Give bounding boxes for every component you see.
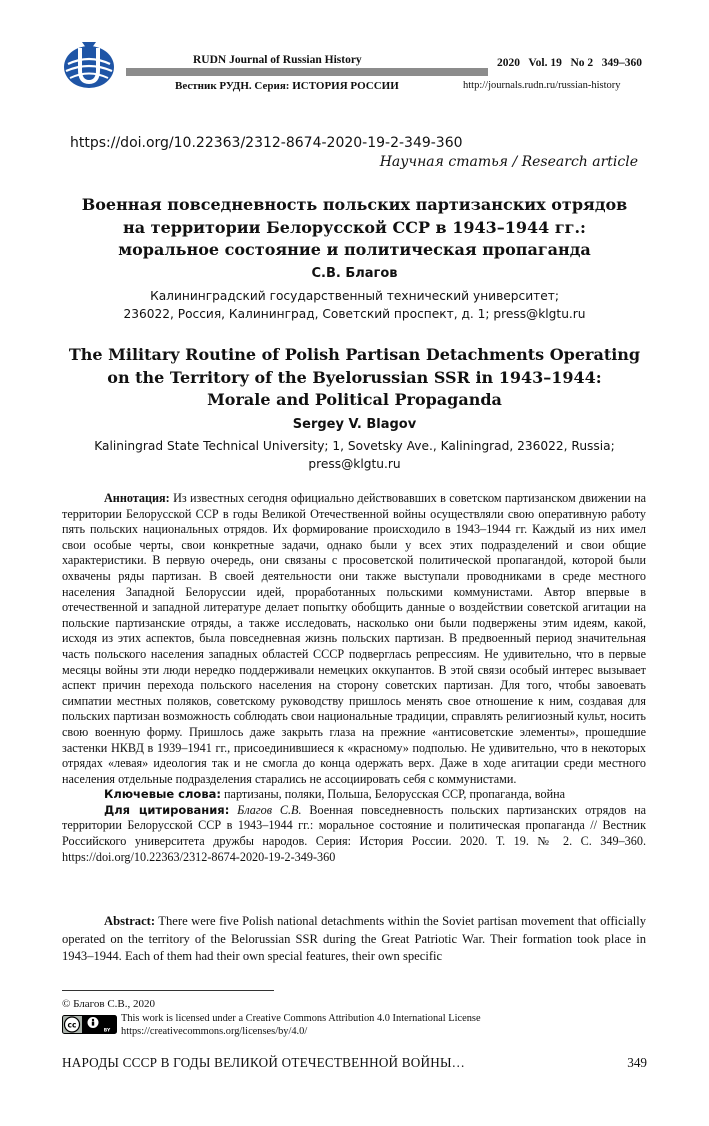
en-affiliation-line: press@klgtu.ru bbox=[308, 457, 401, 471]
volume-info: 2020 Vol. 19 No 2 349–360 bbox=[497, 57, 643, 69]
ru-abstract-section bbox=[62, 491, 646, 865]
ru-affiliation bbox=[60, 287, 649, 323]
ru-title-line: на территории Белорусской ССР в 1943–1944 гг.: bbox=[123, 217, 586, 237]
abstract-ru-label: Аннотация: bbox=[104, 491, 170, 505]
en-author: Sergey V. Blagov bbox=[292, 417, 417, 432]
ru-author: С.В. Благов bbox=[311, 266, 398, 281]
en-affiliation bbox=[70, 437, 639, 473]
copyright: © Благов С.В., 2020 bbox=[62, 998, 156, 1010]
en-affiliation-line: Kaliningrad State Technical University; 1, Sovetsky Ave., Kaliningrad, 236022, Russia; bbox=[94, 439, 615, 453]
header-bar bbox=[126, 68, 488, 76]
citation-text: Военная повседневность польских партизанских отрядов на территории Белорусской ССР в 1943–1944 гг.: моральное состояние и политическая пропаганда // Вестник Российского университета дружбы народов. Серия: История России. 2020. Т. 19. № 2. С. 349–360. https://doi.org/10.22363/2312-8674-2020-19-2-349-360 bbox=[62, 802, 646, 864]
svg-text:cc: cc bbox=[67, 1020, 77, 1030]
ru-title-line: моральное состояние и политическая пропаганда bbox=[118, 240, 591, 259]
doi-link[interactable]: https://doi.org/10.22363/2312-8674-2020-19-2-349-360 bbox=[70, 135, 463, 151]
abstract-en bbox=[62, 913, 646, 966]
en-abstract-section bbox=[62, 913, 646, 966]
citation-label: Для цитирования: bbox=[104, 802, 230, 817]
license-url[interactable]: https://creativecommons.org/licenses/by/4.0/ bbox=[121, 1025, 308, 1037]
journal-title-ru: Вестник РУДН. Серия: ИСТОРИЯ РОССИИ bbox=[175, 80, 399, 92]
abstract-en-label: Abstract: bbox=[104, 914, 156, 928]
license-notice bbox=[121, 1013, 481, 1038]
running-footer: НАРОДЫ СССР В ГОДЫ ВЕЛИКОЙ ОТЕЧЕСТВЕННОЙ ВОЙНЫ… bbox=[62, 1055, 466, 1070]
en-title bbox=[40, 344, 669, 412]
article-type: Научная статья / Research article bbox=[379, 154, 638, 170]
keywords-label: Ключевые слова: bbox=[104, 787, 221, 802]
license-text: This work is licensed under a Creative Commons Attribution 4.0 International License bbox=[121, 1013, 481, 1024]
en-title-line: The Military Routine of Polish Partisan Detachments Operating bbox=[68, 345, 641, 364]
journal-url[interactable]: http://journals.rudn.ru/russian-history bbox=[463, 80, 621, 91]
svg-text:BY: BY bbox=[103, 1028, 111, 1034]
page-number: 349 bbox=[627, 1055, 647, 1070]
journal-title: RUDN Journal of Russian History bbox=[193, 54, 362, 66]
citation bbox=[62, 803, 646, 865]
rudn-globe-logo-icon bbox=[62, 40, 116, 90]
citation-author: Благов С.В. bbox=[237, 802, 302, 817]
cc-by-license-icon bbox=[62, 1015, 117, 1034]
abstract-ru bbox=[62, 491, 646, 787]
ru-title-line: Военная повседневность польских партизанских отрядов bbox=[81, 195, 628, 214]
keywords-text: партизаны, поляки, Польша, Белорусская ССР, пропаганда, война bbox=[220, 787, 566, 802]
abstract-en-text: There were five Polish national detachments within the Soviet partisan movement that officially operated on the territory of the Belorussian SSR during the Great Patriotic War. Their formation took place in 1943–1944. Each of them had their own special features, their own specific bbox=[62, 914, 646, 963]
keywords bbox=[62, 787, 646, 803]
ru-affiliation-line: 236022, Россия, Калининград, Советский проспект, д. 1; press@klgtu.ru bbox=[123, 307, 586, 321]
abstract-ru-text: Из известных сегодня официально действовавших в советском партизанском движении на территории Белорусской ССР в годы Великой Отечественной войны осуществляли свою оперативную работу пять польских национальных отрядов. Их формирование происходило в 1943–1944 гг. Каждый из них имел свои особые черты, свои конкретные задачи, однако были у всех этих подразделений и свои общие характеристики. В первую очередь, они связаны с просоветской политической пропагандой, которой были охвачены ряды партизан. В своей деятельности они также выступали проводниками в среде местного населения Западной Белоруссии идей, проработанных польскими коммунистами. Автор впервые в отечественной и западной литературе делает попытку обобщить данные о воздействии советской агитации на польские партизанские отряды, а также исследовать, насколько они были подвержены этим идеям, какой, исходя из этих аспектов, была повседневная жизнь польских партизан. В предвоенный период значительная часть польского населения западных областей СССР подверглась репрессиям. Не удивительно, что в первые месяцы войны эти люди нередко поддерживали немецких оккупантов. В этой связи особый интерес вызывает аспект причин перехода польского населения на сторону советских партизан. Для того, чтобы завоевать симпатии местных поляков, советскому руководству пришлось менять свое отношение к ним, создавая для польских партизан возможность соблюдать свои национальные традиции, справлять религиозный культ, носить свою военную форму. Пришлось даже закрыть глаза на прежние «антисоветские элементы», прошедшие застенки НКВД в 1939–1941 гг., присоединившиеся к «красному» подполью. Не удивительно, что в некоторых отрядах «левая» идеология так и не смогла до конца одержать верх. Даже в ходе агитации среди местного населения отдельные подразделения старались не ассоциировать себя с коммунистами. bbox=[62, 491, 646, 786]
ru-title bbox=[40, 194, 669, 262]
ru-affiliation-line: Калининградский государственный технический университет; bbox=[150, 289, 559, 303]
en-title-line: Morale and Political Propaganda bbox=[207, 390, 502, 409]
footnote-divider bbox=[62, 990, 274, 991]
en-title-line: on the Territory of the Byelorussian SSR in 1943–1944: bbox=[107, 367, 602, 387]
